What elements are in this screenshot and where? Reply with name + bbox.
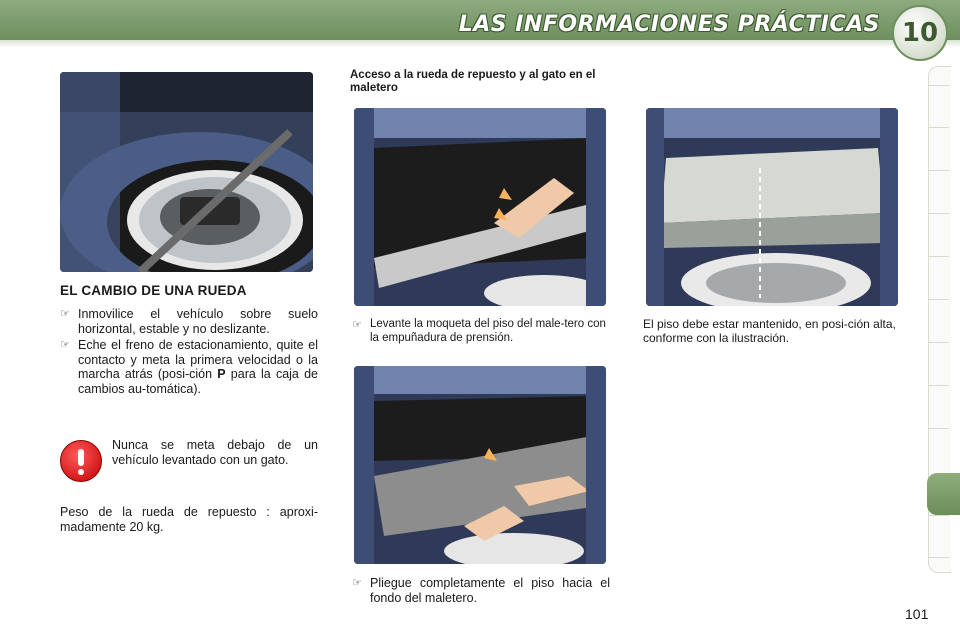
bullet-item: [352, 318, 610, 348]
section-heading: EL CAMBIO DE UNA RUEDA: [60, 283, 247, 298]
header-band-fade: [0, 40, 960, 48]
pointing-hand-icon: ☞: [60, 307, 70, 320]
bullet-text: Pliegue completamente el piso hacia el fondo del maletero.: [370, 576, 610, 605]
bullet-text: Levante la moqueta del piso del male-tero con la empuñadura de prensión.: [370, 318, 606, 344]
tab-divider: [929, 385, 949, 386]
tab-divider: [929, 127, 949, 128]
floor-position-caption: El piso debe estar mantenido, en posi-ción alta, conforme con la ilustración.: [643, 317, 896, 345]
fold-floor-photo: [354, 366, 606, 564]
warning-exclamation-icon: [60, 440, 102, 482]
chapter-number-badge: 10: [892, 5, 948, 61]
warning-text: Nunca se meta debajo de un vehículo levantado con un gato.: [112, 438, 318, 467]
tab-divider: [929, 428, 949, 429]
tab-divider: [929, 299, 949, 300]
tab-divider: [929, 85, 949, 86]
bullet-text: Inmovilice el vehículo sobre suelo horizontal, estable y no deslizante.: [78, 307, 318, 336]
pointing-hand-icon: ☞: [352, 318, 362, 331]
pointing-hand-icon: ☞: [60, 338, 70, 351]
bullet-item: [60, 307, 318, 337]
chapter-header: [0, 0, 960, 58]
tab-divider: [929, 213, 949, 214]
spare-wheel-photo: [60, 72, 313, 272]
spare-wheel-weight-note: Peso de la rueda de repuesto : aproxi-madamente 20 kg.: [60, 505, 318, 534]
pointing-hand-icon: ☞: [352, 576, 362, 589]
chapter-title: LAS INFORMACIONES PRÁCTICAS: [458, 12, 880, 37]
tab-divider: [929, 515, 949, 516]
bullet-item: [60, 338, 318, 404]
tab-divider: [929, 342, 949, 343]
subsection-heading: Acceso a la rueda de repuesto y al gato en el maletero: [350, 69, 596, 94]
bullet-text: Eche el freno de estacionamiento, quite el contacto y meta la primera velocidad o la marcha atrás (posi-ción P para la caja de cambios au-tomática).: [78, 338, 318, 396]
tab-divider: [929, 256, 949, 257]
floor-raised-photo: [646, 108, 898, 306]
bullet-item: [352, 576, 610, 606]
tab-divider: [929, 557, 949, 558]
page-number: 101: [905, 606, 929, 622]
tab-divider: [929, 170, 949, 171]
chapter-tab-active[interactable]: [927, 473, 960, 515]
lift-carpet-photo: [354, 108, 606, 306]
